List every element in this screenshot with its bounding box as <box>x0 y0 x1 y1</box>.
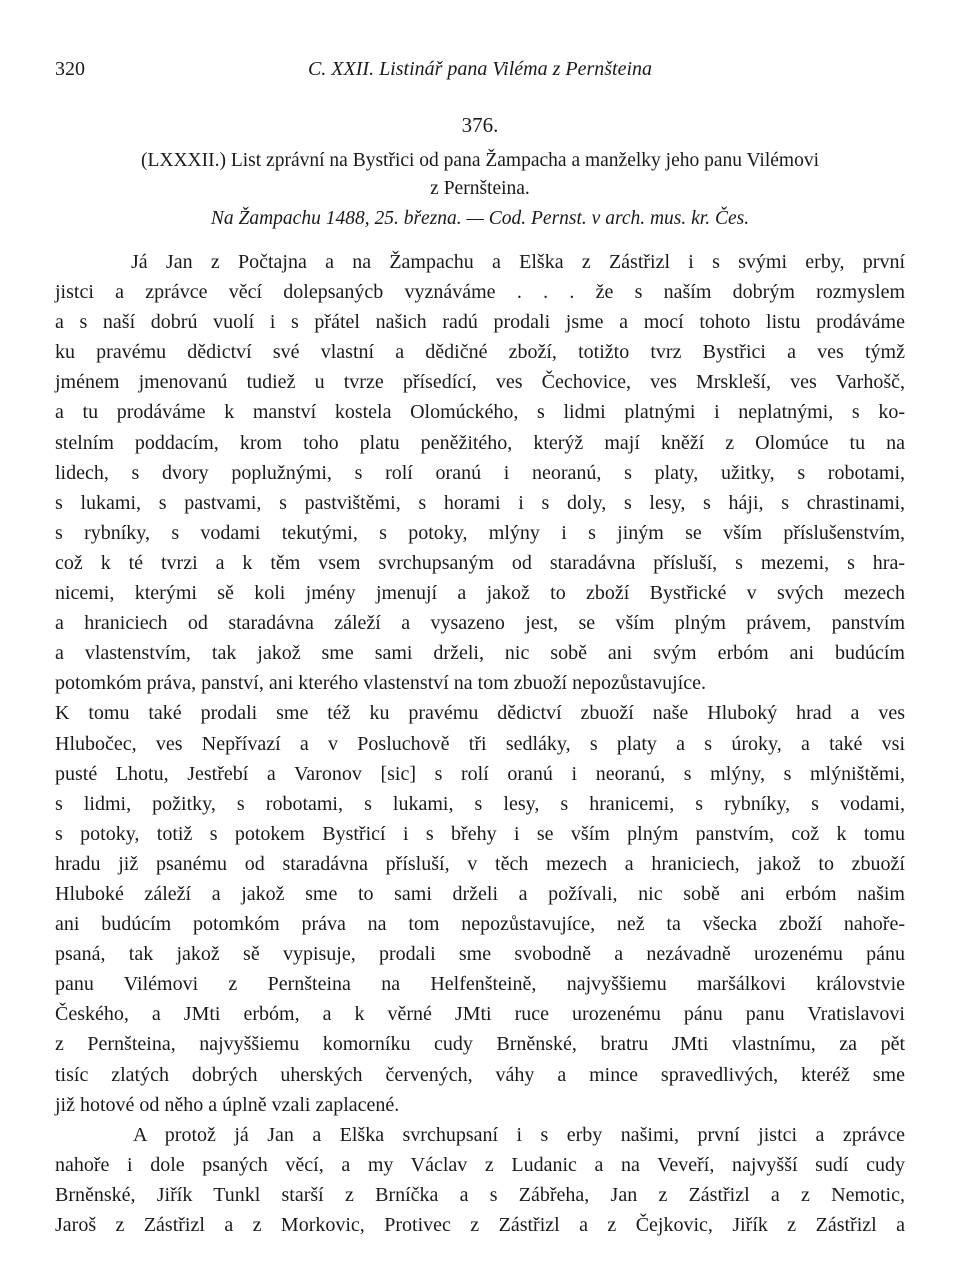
body-line: psaná, tak jakož sě vypisuje, prodali sme svobodně a nezávadně urozenému pánu <box>55 943 905 966</box>
title-line: (LXXXII.) List zprávní na Bystřici od pana Žampacha a manželky jeho panu Vilémovi <box>140 150 820 171</box>
running-title: C. XXII. Listinář pana Viléma z Pernšteina <box>307 58 653 80</box>
body-line: Jaroš z Zástřizl a z Morkovic, Protivec z Zástřizl a z Čejkovic, Jiřík z Zástřizl a <box>55 1214 905 1236</box>
document-number: 376. <box>461 113 499 137</box>
body-line: ku pravému dědictví své vlastní a dědičné zboží, totižto tvrz Bystřici a ves týmž <box>55 341 905 364</box>
body-line: Já Jan z Počtajna a na Žampachu a Elška z Zástřizl i s svými erby, první <box>131 251 905 273</box>
body-line: tisíc zlatých dobrých uherských červených, váhy a mince spravedlivých, kteréž sme <box>55 1063 905 1086</box>
body-line: hradu již psanému od staradávna přísluší, v těch mezech a hraniciech, jakož to zbuoží <box>55 852 905 875</box>
body-line: a vlastenstvím, tak jakož sme sami drželi, nic sobě ani svým erbóm ani budúcím <box>55 642 905 665</box>
body-line: ani budúcím potomkóm práva na tom nepozůstavujíce, než ta všecka zboží nahoře- <box>55 913 905 936</box>
body-line: A protož já Jan a Elška svrchupsaní i s erby našimi, první jistci a zprávce <box>133 1123 905 1146</box>
body-line: potomkóm práva, panství, ani kterého vlastenství na tom zbuoží nepozůstavujíce. <box>55 672 706 695</box>
body-line: jménem jmenovanú tudiež u tvrze přísedící, ves Čechovice, ves Mrskleší, ves Varhošč, <box>55 371 905 394</box>
body-line: s rybníky, s vodami tekutými, s potoky, mlýny i s jiným se vším příslušenstvím, <box>55 521 905 544</box>
body-line: nahoře i dole psaných věcí, a my Václav z Ludanic a na Veveří, najvyšší sudí cudy <box>55 1153 905 1176</box>
body-line: jistci a zprávce věcí dolepsanýcb vyznáváme . . . že s naším dobrým rozmyslem <box>55 281 905 304</box>
body-line: a tu prodáváme k manství kostela Olomúckého, s lidmi platnými i neplatnými, s ko- <box>55 401 905 424</box>
body-line: K tomu také prodali sme též ku pravému dědictví zbuoží naše Hluboký hrad a ves <box>55 702 905 725</box>
body-line: s potoky, totiž s potokem Bystřicí i s břehy i se vším plným panstvím, což k tomu <box>55 822 905 845</box>
body-line: pusté Lhotu, Jestřebí a Varonov [sic] s rolí oranú i neoranú, s mlýny, s mlýništěmi, <box>55 762 905 785</box>
title-line: z Pernšteina. <box>430 178 530 199</box>
document-title <box>55 147 905 203</box>
body-line: Českého, a JMti erbóm, a k věrné JMti ruce urozenému pánu panu Vratislavovi <box>55 1003 905 1026</box>
document-body <box>55 247 905 1240</box>
body-line: panu Vilémovi z Pernšteina na Helfenšteině, najvyššiemu maršálkovi královstvie <box>55 973 905 996</box>
body-line: s lukami, s pastvami, s pastvištěmi, s horami i s doly, s lesy, s háji, s chrastinami, <box>55 491 905 514</box>
body-line: z Pernšteina, najvyššiemu komorníku cudy Brněnské, bratru JMti vlastnímu, za pět <box>55 1033 905 1056</box>
body-line: lidech, s dvory poplužnými, s rolí oranú i neoranú, s platy, užitky, s robotami, <box>55 461 905 484</box>
body-line: a hraniciech od staradávna záleží a vysazeno jest, se vším plným právem, panstvím <box>55 612 905 635</box>
body-line: Brněnské, Jiřík Tunkl starší z Brníčka a s Zábřeha, Jan z Zástřizl a z Nemotic, <box>55 1183 905 1206</box>
page-number: 320 <box>55 58 85 80</box>
body-line: již hotové od něho a úplně vzali zaplacené. <box>55 1093 400 1116</box>
body-line: s lidmi, požitky, s robotami, s lukami, s lesy, s hranicemi, s rybníky, s vodami, <box>55 792 905 815</box>
page-header <box>55 58 905 88</box>
body-line: nicemi, kterými sě koli jmény jmenují a jakož to zboží Bystřické v svých mezech <box>55 582 905 605</box>
dating-line: Na Žampachu 1488, 25. března. — Cod. Pernst. v arch. mus. kr. Čes. <box>210 208 750 229</box>
body-line: Hlubočec, ves Nepřívazí a v Posluchově tři sedláky, s platy a s úroky, a také vsi <box>55 732 905 755</box>
body-line: a s naší dobrú vuolí i s přátel našich radú prodali jsme a mocí tohoto listu prodáváme <box>55 311 905 334</box>
body-line: což k té tvrzi a k těm vsem svrchupsaným od staradávna přísluší, s mezemi, s hra- <box>55 551 905 574</box>
body-line: stelním poddacím, krom toho platu peněžitého, kterýž mají kněží z Olomúce tu na <box>55 431 905 454</box>
body-line: Hluboké záleží a jakož sme to sami drželi a požívali, nic sobě ani erbóm našim <box>55 882 905 905</box>
